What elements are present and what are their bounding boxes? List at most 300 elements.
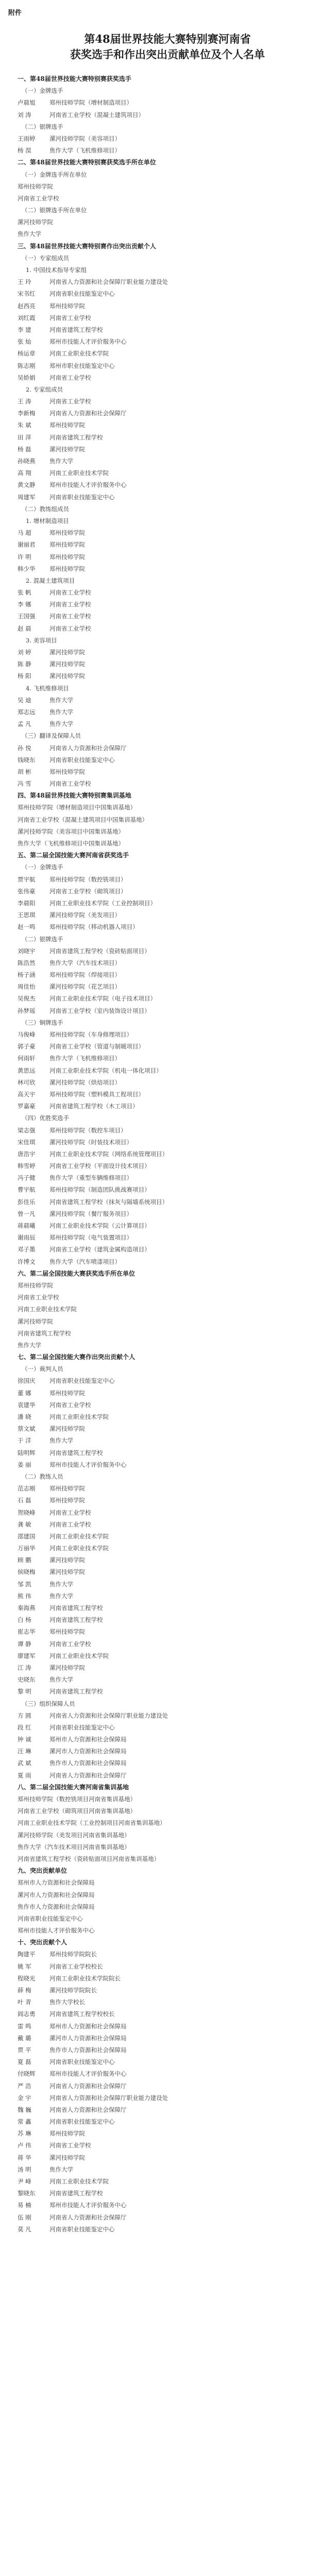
unit-name: 郑州市人力资源和社会保障局	[49, 2022, 127, 2030]
list-entry	[18, 1483, 322, 1495]
list-entry	[18, 1435, 322, 1447]
list-entry	[18, 1674, 322, 1686]
unit-name: 河南省工业学校	[49, 398, 91, 405]
list-entry	[18, 1387, 322, 1399]
list-entry	[18, 1172, 322, 1184]
person-name: 蒋晨曦	[18, 1222, 36, 1229]
list-entry	[18, 1650, 322, 1662]
unit-name: 河南省职业技能鉴定中心	[49, 1723, 115, 1731]
unit-name: 郑州技师学院	[49, 541, 85, 549]
subsection-heading: （一）金牌选手	[22, 863, 63, 871]
unit-name: 郑州市技能人才评价服务中心	[49, 338, 127, 346]
person-name: 林可欣	[18, 1078, 36, 1086]
list-entry	[18, 1948, 322, 1960]
list-entry	[18, 1495, 322, 1506]
unit-name: 河南省工业学校	[49, 613, 91, 620]
list-entry	[18, 1901, 322, 1913]
list-entry	[18, 1196, 322, 1208]
person-name: 谭 静	[18, 1640, 31, 1648]
list-entry	[18, 181, 322, 193]
person-name: 武 斌	[18, 1759, 31, 1767]
unit-name: 河南省工业学校	[49, 601, 91, 608]
unit-name: 河南省工业学校	[49, 589, 91, 597]
list-entry	[18, 1602, 322, 1614]
person-name: 蒋 华	[18, 2154, 31, 2161]
list-entry	[18, 1292, 322, 1303]
person-name: 杨 阳	[18, 672, 31, 680]
subsection-heading: （三）翻译及保障人员	[22, 732, 81, 740]
unit-name: 河南省人力资源和社会保障厅职业能力建设处	[49, 1711, 168, 1719]
person-name: 许博文	[18, 1258, 36, 1265]
list-entry	[18, 909, 322, 921]
unit-name: 郑州技师学院（焊接项目）	[49, 971, 121, 979]
unit-name: 河南省工业学校（管道与制暖项目）	[49, 1043, 144, 1050]
group-heading: 2. 混凝土建筑项目	[26, 577, 75, 584]
person-name: 吴娇娟	[18, 374, 36, 381]
person-name: 黎 明	[18, 1688, 31, 1696]
person-name: 秦海燕	[18, 1604, 36, 1612]
unit-name: 河南工业职业技术学院	[49, 1652, 109, 1659]
list-entry	[18, 921, 322, 933]
list-entry	[18, 1734, 322, 1745]
person-name: 周建军	[18, 493, 36, 501]
list-entry	[18, 1160, 322, 1172]
unit-name: 河南省建筑工程学校（瓷砖贴面项目河南省集训基地）	[18, 1855, 160, 1862]
unit-name: 郑州技师学院（数控铣项目河南省集训基地）	[18, 1795, 136, 1803]
list-entry	[18, 563, 322, 575]
list-entry	[18, 432, 322, 444]
list-entry	[18, 1423, 322, 1435]
unit-name: 郑州技师学院	[49, 529, 85, 537]
person-name: 龚 敏	[18, 1520, 31, 1528]
list-entry	[18, 766, 322, 778]
person-name: 冯 雪	[18, 780, 31, 788]
unit-name: 河南省工业学校	[49, 1640, 91, 1648]
list-entry	[18, 897, 322, 909]
subsection-heading: （二）教练人员	[22, 1472, 63, 1480]
subsection-heading: （三）组织保障人员	[22, 1700, 75, 1707]
unit-name: 漯河市人力资源和社会保障局	[49, 2034, 127, 2042]
person-name: 史晓东	[18, 1676, 36, 1684]
list-entry	[18, 1566, 322, 1578]
unit-name: 焦作大学（汽车技术项目河南省集训基地）	[18, 1843, 130, 1851]
list-entry	[18, 2032, 322, 2044]
person-name: 曾一凡	[18, 1210, 36, 1217]
section-heading: 二、第48届世界技能大赛特别赛获奖选手所在单位	[18, 159, 156, 166]
list-entry	[18, 419, 322, 431]
list-entry	[18, 2199, 322, 2211]
person-name: 戴 璐	[18, 2034, 31, 2042]
person-name: 李晨阳	[18, 899, 36, 907]
list-entry	[18, 527, 322, 539]
list-entry	[18, 1579, 322, 1590]
person-name: 黄文静	[18, 481, 36, 489]
person-name: 方 圆	[18, 1711, 31, 1719]
unit-name: 焦作大学（飞机维修项目中国集训基地）	[18, 840, 124, 847]
list-entry	[18, 348, 322, 360]
person-name: 卢晨旭	[18, 99, 36, 107]
unit-name: 河南省职业技能鉴定中心	[49, 493, 115, 501]
person-name: 姜 丽	[18, 1461, 31, 1468]
unit-name: 焦作大学（飞机维修项目）	[49, 147, 121, 155]
person-name: 姚 军	[18, 1962, 31, 1970]
list-entry	[18, 1232, 322, 1244]
unit-name: 郑州技师学院	[18, 182, 53, 190]
person-name: 钟 诚	[18, 1736, 31, 1743]
unit-name: 郑州技师学院	[49, 768, 85, 775]
person-name: 吴 迪	[18, 696, 31, 704]
person-name: 罗嘉豪	[18, 1103, 36, 1110]
person-name: 杨运章	[18, 350, 36, 358]
person-name: 夏 雨	[18, 1771, 31, 1779]
person-name: 韩少华	[18, 565, 36, 572]
list-entry	[18, 1459, 322, 1471]
list-entry	[18, 957, 322, 969]
unit-name: 河南省工业学校	[49, 1509, 91, 1516]
unit-name: 河南省工业学校（混凝土建筑项目中国集训基地）	[18, 816, 148, 823]
group-heading: 1. 增材制造项目	[26, 517, 69, 524]
list-entry	[18, 1531, 322, 1543]
person-name: 易 楠	[18, 2201, 31, 2209]
section-heading: 四、第48届世界技能大赛特别赛集训基地	[18, 792, 131, 800]
person-name: 钱晓东	[18, 756, 36, 764]
subsection-heading: （一）金牌选手所在单位	[22, 171, 87, 178]
person-name: 范志刚	[18, 1485, 36, 1493]
attachment-label: 附件	[8, 9, 22, 17]
unit-name: 河南工业职业技术学院	[49, 1413, 109, 1420]
person-name: 孟 凡	[18, 720, 31, 728]
person-name: 夏 磊	[18, 2058, 31, 2066]
person-name: 付晓辉	[18, 2070, 36, 2078]
list-entry	[18, 551, 322, 563]
list-entry	[18, 886, 322, 897]
person-name: 何雨轩	[18, 1055, 36, 1062]
unit-name: 郑州技师学院	[49, 1485, 85, 1493]
person-name: 杨 淏	[18, 147, 31, 155]
person-name: 魏 巍	[18, 2106, 31, 2113]
person-name: 王 涛	[18, 398, 31, 405]
list-entry	[18, 1100, 322, 1112]
list-entry	[18, 408, 322, 419]
unit-name: 郑州市人力资源和社会保障局	[49, 1736, 127, 1743]
person-name: 陈浩然	[18, 959, 36, 967]
list-entry	[18, 1722, 322, 1734]
unit-name: 河南工业职业技术学院院长	[49, 1974, 121, 1982]
unit-name: 河南工业职业技术学院（机电一体化项目）	[49, 1066, 162, 1074]
unit-name: 郑州技师学院院长	[49, 1951, 97, 1958]
list-entry	[18, 647, 322, 658]
subsection-heading: （一）金牌选手	[22, 87, 63, 95]
unit-name: 河南工业职业技术学院	[49, 1545, 109, 1552]
unit-name: 焦作大学	[49, 720, 73, 728]
unit-name: 河南省职业技能鉴定中心	[18, 1914, 83, 1922]
group-heading: 4. 飞机维修项目	[26, 684, 69, 692]
person-name: 廖建军	[18, 1652, 36, 1659]
list-entry	[18, 1961, 322, 1973]
list-entry	[18, 1005, 322, 1017]
unit-name: 郑州市职业技能鉴定中心	[49, 362, 115, 369]
list-entry	[18, 945, 322, 957]
unit-name: 焦作大学（重型车辆维修项目）	[49, 1174, 132, 1182]
list-entry	[18, 1220, 322, 1232]
list-entry	[18, 1626, 322, 1638]
list-entry	[18, 1208, 322, 1220]
list-entry	[18, 1686, 322, 1698]
unit-name: 郑州市技能人才评价服务中心	[18, 1927, 95, 1935]
list-entry	[18, 1985, 322, 1996]
person-name: 黎晓东	[18, 2190, 36, 2197]
person-name: 段 红	[18, 1723, 31, 1731]
group-heading: 2. 专家组成员	[26, 385, 63, 393]
unit-name: 河南省建筑工程学校	[49, 1449, 103, 1456]
section-heading: 九、突出贡献单位	[18, 1867, 68, 1875]
person-name: 阎志勇	[18, 2010, 36, 2018]
unit-name: 河南省建筑工程学校	[49, 1616, 103, 1624]
unit-name: 焦作大学	[18, 1341, 41, 1349]
unit-name: 漯河技师学院	[49, 1556, 85, 1564]
unit-name: 河南省人力资源和社会保障厅	[49, 410, 127, 417]
unit-name: 河南工业职业技术学院	[49, 1532, 109, 1540]
person-name: 崔志华	[18, 1628, 36, 1636]
person-name: 袁建华	[18, 1401, 36, 1409]
unit-name: 郑州市技能人才评价服务中心	[49, 481, 127, 489]
subsection-heading: （四）优胜奖选手	[22, 1114, 69, 1122]
list-entry	[18, 2116, 322, 2128]
list-entry	[18, 1340, 322, 1351]
list-entry	[18, 1841, 322, 1853]
unit-name: 河南省建筑工程学校	[49, 1688, 103, 1696]
person-name: 侯晓梅	[18, 1568, 36, 1576]
unit-name: 漯河技师学院	[18, 218, 53, 226]
person-name: 李 娜	[18, 601, 31, 608]
person-name: 董 娜	[18, 1389, 31, 1397]
person-name: 苏 琳	[18, 2130, 31, 2138]
list-entry	[18, 1770, 322, 1782]
person-name: 贾 平	[18, 2046, 31, 2054]
list-entry	[18, 276, 322, 288]
list-entry	[18, 2188, 322, 2199]
list-entry	[18, 228, 322, 240]
list-entry	[18, 2104, 322, 2116]
person-name: 宋佳琪	[18, 1138, 36, 1146]
list-entry	[18, 1447, 322, 1459]
list-entry	[18, 742, 322, 754]
person-name: 马 超	[18, 529, 31, 537]
list-entry	[18, 312, 322, 324]
unit-name: 漯河技师学院	[49, 445, 85, 453]
subsection-heading: （一）裁判人员	[22, 1365, 63, 1373]
list-entry	[18, 1996, 322, 2008]
list-entry	[18, 2224, 322, 2235]
unit-name: 河南省人力资源和社会保障厅	[49, 744, 127, 752]
section-heading: 六、第二届全国技能大赛获奖选手所在单位	[18, 1269, 136, 1277]
unit-name: 郑州市技能人才评价服务中心	[49, 2070, 127, 2078]
list-entry	[18, 1817, 322, 1829]
unit-name: 郑州市人力资源和社会保障局	[18, 1879, 95, 1887]
person-name: 马俊峰	[18, 1031, 36, 1038]
unit-name: 河南工业职业技术学院（云计算项目）	[49, 1222, 150, 1229]
person-name: 李新梅	[18, 410, 36, 417]
list-entry	[18, 754, 322, 766]
person-name: 杨子涵	[18, 971, 36, 979]
person-name: 徐国庆	[18, 1377, 36, 1385]
person-name: 韩雪婷	[18, 1162, 36, 1170]
person-name: 陈 静	[18, 660, 31, 668]
unit-name: 河南省工业学校校长	[49, 1962, 103, 1970]
unit-name: 河南省建筑工程学校（抹灰与隔墙系统项目）	[49, 1198, 168, 1206]
list-entry	[18, 611, 322, 622]
person-name: 李 建	[18, 326, 31, 333]
unit-name: 漯河技师学院（餐厅服务项目）	[49, 1210, 132, 1217]
unit-name: 河南工业职业技术学院（工业控制项目）	[49, 899, 156, 907]
list-entry	[18, 1053, 322, 1064]
unit-name: 焦作市人力资源和社会保障局	[49, 1759, 127, 1767]
person-name: 赵西亮	[18, 302, 36, 310]
list-entry	[18, 2164, 322, 2176]
person-name: 孙 悦	[18, 744, 31, 752]
list-entry	[18, 300, 322, 312]
unit-name: 焦作大学	[49, 1580, 73, 1588]
unit-name: 河南省工业学校（建筑金属构造项目）	[49, 1246, 150, 1253]
list-entry	[18, 1184, 322, 1196]
person-name: 彭佳乐	[18, 1198, 36, 1206]
unit-name: 河南省建筑工程学校（瓷砖贴面项目）	[49, 947, 150, 955]
person-name: 潘 晓	[18, 1413, 31, 1420]
unit-name: 河南省工业学校	[49, 374, 91, 381]
unit-name: 河南省人力资源和社会保障厅	[49, 2106, 127, 2113]
unit-name: 焦作大学	[49, 457, 73, 465]
group-heading: 1. 中国技术指导专家组	[26, 266, 87, 274]
unit-name: 郑州技师学院（制造团队挑战赛项目）	[49, 1186, 150, 1194]
group-heading: 3. 美容项目	[26, 636, 57, 644]
list-entry	[18, 492, 322, 503]
person-name: 汤 明	[18, 2165, 31, 2173]
person-name: 贺晓峰	[18, 1509, 36, 1516]
list-entry	[18, 1793, 322, 1805]
person-name: 邵建国	[18, 1532, 36, 1540]
list-entry	[18, 1375, 322, 1387]
list-entry	[18, 1029, 322, 1041]
list-entry	[18, 587, 322, 599]
list-entry	[18, 1411, 322, 1423]
person-name: 张 灿	[18, 338, 31, 346]
person-name: 冯子健	[18, 1174, 36, 1182]
section-heading: 三、第48届世界技能大赛特别赛作出突出贡献个人	[18, 242, 156, 250]
list-entry	[18, 1077, 322, 1089]
person-name: 赵一鸣	[18, 923, 36, 931]
list-entry	[18, 2212, 322, 2224]
unit-name: 河南省工业学校	[18, 1294, 59, 1301]
person-name: 刘红霞	[18, 314, 36, 321]
unit-name: 焦作大学	[49, 1592, 73, 1600]
unit-name: 河南省工业学校（砌筑项目河南省集训基地）	[18, 1807, 136, 1815]
person-name: 顾 鹏	[18, 1556, 31, 1564]
person-name: 叶 青	[18, 1998, 31, 2006]
list-entry	[18, 1757, 322, 1769]
person-name: 严 浩	[18, 2082, 31, 2090]
person-name: 白 杨	[18, 1616, 31, 1624]
unit-name: 河南省建筑工程学校校长	[49, 2010, 115, 2018]
list-entry	[18, 1507, 322, 1519]
list-entry	[18, 2021, 322, 2032]
person-name: 孙梦瑶	[18, 1007, 36, 1014]
unit-name: 焦作大学	[18, 230, 41, 238]
list-entry	[18, 467, 322, 479]
unit-name: 焦作大学	[49, 1676, 73, 1684]
unit-name: 郑州市技能人才评价服务中心	[49, 2201, 127, 2209]
list-entry	[18, 2176, 322, 2188]
unit-name: 河南省人力资源和社会保障厅职业能力建设处	[49, 2094, 168, 2102]
person-name: 王雨婷	[18, 134, 36, 142]
list-entry	[18, 133, 322, 145]
list-entry	[18, 1913, 322, 1925]
person-name: 杨 磊	[18, 445, 31, 453]
unit-name: 漯河市人力资源和社会保障局	[49, 1748, 127, 1755]
unit-name: 河南省职业技能鉴定中心	[49, 1377, 115, 1385]
unit-name: 郑州技师学院	[49, 1497, 85, 1504]
unit-name: 河南省工业学校	[49, 1401, 91, 1409]
unit-name: 郑州技师学院	[49, 421, 85, 429]
unit-name: 焦作大学（飞机维修项目）	[49, 1055, 121, 1062]
person-name: 梁志强	[18, 1126, 36, 1134]
list-entry	[18, 1519, 322, 1531]
person-name: 黄思远	[18, 1066, 36, 1074]
list-entry	[18, 2092, 322, 2104]
unit-name: 郑州技师学院	[49, 1389, 85, 1397]
list-entry	[18, 360, 322, 372]
unit-name: 河南省工业学校（室内装饰设计项目）	[49, 1007, 150, 1014]
section-heading: 七、第二届全国技能大赛作出突出贡献个人	[18, 1353, 136, 1361]
person-name: 江 涛	[18, 1664, 31, 1671]
unit-name: 郑州技师学院	[49, 1628, 85, 1636]
list-entry	[18, 1543, 322, 1554]
unit-name: 河南省工业学校	[49, 314, 91, 321]
subsection-heading: （二）银牌选手	[22, 935, 63, 943]
unit-name: 河南工业职业技术学院（网络系统管理项目）	[49, 1150, 168, 1158]
unit-name: 河南工业职业技术学院（工业控制项目河南省集训基地）	[18, 1819, 166, 1827]
unit-name: 漯河技师学院	[49, 672, 85, 680]
unit-name: 河南省职业技能鉴定中心	[49, 290, 115, 298]
unit-name: 焦作大学校长	[49, 1998, 85, 2006]
list-entry	[18, 1065, 322, 1077]
document-title-line-2: 获奖选手和作出突出贡献单位及个人名单	[70, 48, 265, 61]
list-entry	[18, 2152, 322, 2164]
person-name: 陶建平	[18, 1951, 36, 1958]
list-entry	[18, 336, 322, 348]
list-entry	[18, 670, 322, 682]
unit-name: 漯河技师学院（烘焙项目）	[49, 1078, 121, 1086]
list-entry	[18, 826, 322, 838]
unit-name: 河南省人力资源和社会保障厅职业能力建设处	[49, 278, 168, 286]
person-name: 常 鑫	[18, 2118, 31, 2126]
person-name: 谢丽君	[18, 541, 36, 549]
unit-name: 郑州技师学院	[49, 553, 85, 561]
unit-name: 漯河技师学院	[49, 2154, 85, 2161]
list-entry	[18, 658, 322, 670]
list-entry	[18, 1590, 322, 1602]
list-entry	[18, 1889, 322, 1901]
unit-name: 河南工业职业技术学院	[49, 350, 109, 358]
unit-name: 河南省建筑工程学校	[18, 1329, 71, 1337]
list-entry	[18, 1244, 322, 1256]
list-entry	[18, 1280, 322, 1292]
person-name: 邹 凯	[18, 1580, 31, 1588]
subsection-heading: （三）铜牌选手	[22, 1019, 63, 1026]
person-name: 陈志刚	[18, 362, 36, 369]
list-entry	[18, 778, 322, 790]
subsection-heading: （一）专家组成员	[22, 254, 69, 262]
person-name: 郑志远	[18, 708, 36, 716]
